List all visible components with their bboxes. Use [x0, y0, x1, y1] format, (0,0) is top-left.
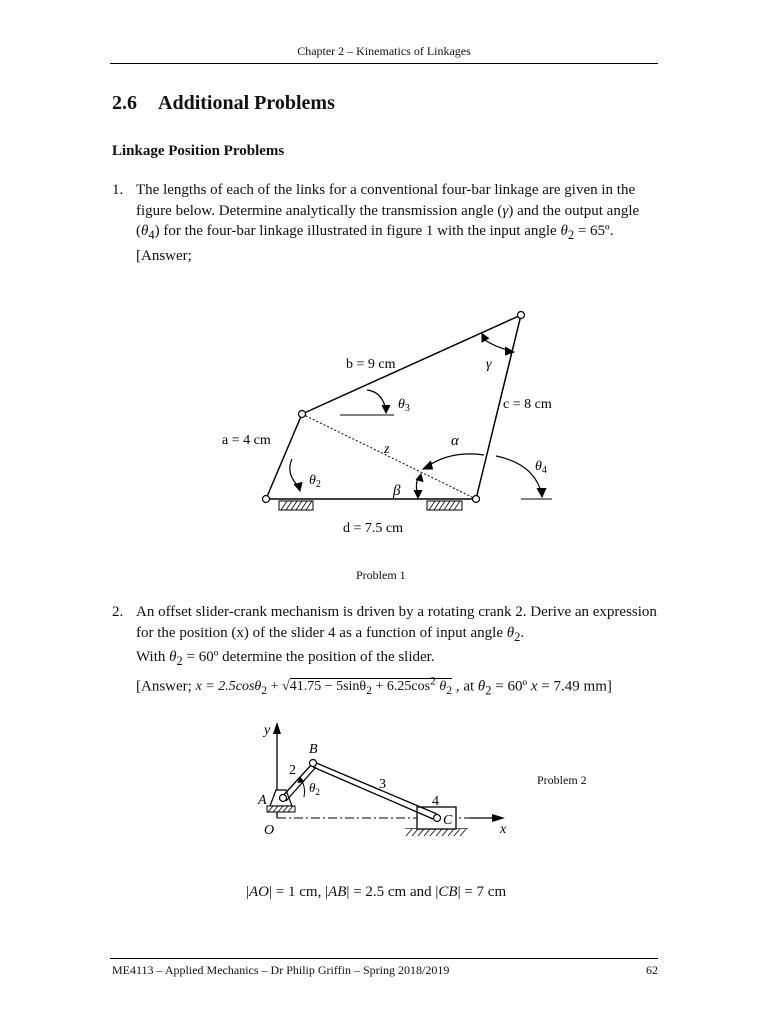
theta4-subscript: 4: [148, 228, 155, 242]
footer-rule: [110, 958, 658, 959]
x-axis-arrow: [492, 814, 505, 822]
formula-lhs: x = 2.5cosθ: [195, 679, 262, 695]
connecting-rod-3-edge-b: [313, 767, 433, 819]
pin-a: [280, 795, 287, 802]
theta2-symbol-answer: θ: [477, 678, 486, 695]
answer-tail-b: = 60º: [491, 678, 531, 695]
problem-2-caption: Problem 2: [537, 773, 587, 787]
formula-root-a: 41.75 − 5sinθ: [289, 679, 367, 695]
problem-1-answer: [Answer;: [136, 247, 192, 264]
crank-link-2-edge-a: [280, 764, 312, 799]
problem-1-number: 1.: [112, 182, 124, 198]
formula-sub-1: 2: [261, 683, 268, 697]
answer-x: x: [530, 678, 538, 695]
theta2-sub-answer: 2: [485, 683, 492, 698]
given-lengths: |AO| = 1 cm, |AB| = 2.5 cm and |CB| = 7 cm: [246, 884, 507, 900]
page-number: 62: [646, 963, 658, 977]
label-theta2: $\theta_2$: [309, 473, 321, 490]
label-d: d = 7.5 cm: [343, 521, 403, 536]
gamma-symbol: γ: [502, 202, 509, 219]
y-axis-arrow: [273, 722, 281, 734]
problem-1-text-d: = 65º.: [574, 223, 614, 239]
given-ab: AB: [328, 884, 347, 900]
label-c-point: C: [443, 813, 453, 828]
answer-value: = 7.49 mm]: [537, 678, 612, 695]
label-a: a = 4 cm: [222, 433, 271, 448]
problem-2-answer-prefix: [Answer;: [136, 678, 192, 695]
formula-sub-2: 2: [366, 683, 372, 697]
theta2-subscript-p2-line2: 2: [176, 654, 183, 668]
theta2-symbol-p2: θ: [506, 624, 515, 641]
problem-1-text-a: The lengths of each of the links for a conventional four-bar linkage are given in the figure below. Determine analytically the transmission angle (: [136, 182, 636, 219]
pin-c: [434, 815, 441, 822]
section-number: 2.6: [112, 92, 137, 114]
theta4-symbol: θ: [141, 223, 149, 239]
given-cb: CB: [438, 884, 458, 900]
formula-sub-3: 2: [446, 683, 453, 697]
label-theta3: $\theta_3$: [398, 397, 410, 414]
theta2-symbol: θ: [560, 223, 568, 239]
label-y: y: [264, 723, 271, 738]
label-b: b = 9 cm: [346, 357, 396, 372]
given-ao-value: = 1 cm,: [272, 884, 326, 900]
problem-2-text-a: An offset slider-crank mechanism is driven by a rotating crank 2. Derive an expression for the position (x) of the slider 4 as a function of input angle: [136, 604, 657, 641]
formula-root-b: + 6.25cos: [371, 679, 431, 695]
problem-2-text-b: .: [520, 624, 525, 641]
given-ao: AO: [249, 884, 270, 900]
label-o-point: O: [264, 823, 275, 838]
section-title: Additional Problems: [158, 92, 335, 114]
label-x: x: [500, 822, 507, 837]
theta2-subscript: 2: [567, 228, 575, 242]
answer-tail-a: , at: [452, 678, 478, 695]
footer-course: ME4113 – Applied Mechanics – Dr Philip Griffin – Spring 2018/2019: [112, 963, 450, 977]
formula-end: θ: [435, 679, 447, 695]
label-link-2: 2: [289, 763, 296, 778]
label-alpha: α: [451, 433, 459, 449]
subsection-heading: Linkage Position Problems: [112, 143, 285, 159]
page-header: Chapter 2 – Kinematics of Linkages: [297, 44, 471, 58]
label-z: z: [384, 442, 390, 457]
given-ab-value: = 2.5 cm and: [349, 884, 436, 900]
problem-1-caption: Problem 1: [356, 568, 406, 582]
slider-ground: [405, 829, 468, 836]
theta2-symbol-p2-line2: θ: [169, 649, 177, 665]
answer-formula: $x = 2.5\cos\theta_2 + √41.75 - 5\sin\theta_2 + 6.25\cos^2$ $\theta_2$: [195, 674, 453, 697]
theta2-subscript-p2: 2: [514, 629, 521, 644]
label-theta4: $\theta_4$: [535, 459, 547, 476]
problem-2-line2-a: With: [136, 649, 170, 665]
label-link-3: 3: [379, 777, 386, 792]
problem-1-text-b: ) and the output angle (: [136, 202, 640, 239]
problem-1-text-c: ) for the four-bar linkage illustrated in figure 1 with the input angle: [154, 223, 561, 239]
formula-sup: 2: [430, 674, 436, 688]
label-b-point: B: [309, 742, 318, 757]
label-gamma: γ: [486, 357, 492, 372]
label-c: c = 8 cm: [503, 397, 552, 412]
pin-b: [310, 760, 317, 767]
label-a-point: A: [258, 793, 267, 808]
label-link-4: 4: [432, 794, 439, 809]
problem-2-number: 2.: [112, 604, 124, 620]
label-theta2-p2: $\theta_2$: [309, 780, 320, 797]
label-beta: β: [393, 483, 401, 499]
given-cb-value: = 7 cm: [460, 884, 507, 900]
problem-2-line2-b: = 60º determine the position of the slider.: [182, 649, 435, 665]
formula-mid: +: [267, 679, 283, 695]
connecting-rod-3-edge-a: [314, 762, 437, 814]
